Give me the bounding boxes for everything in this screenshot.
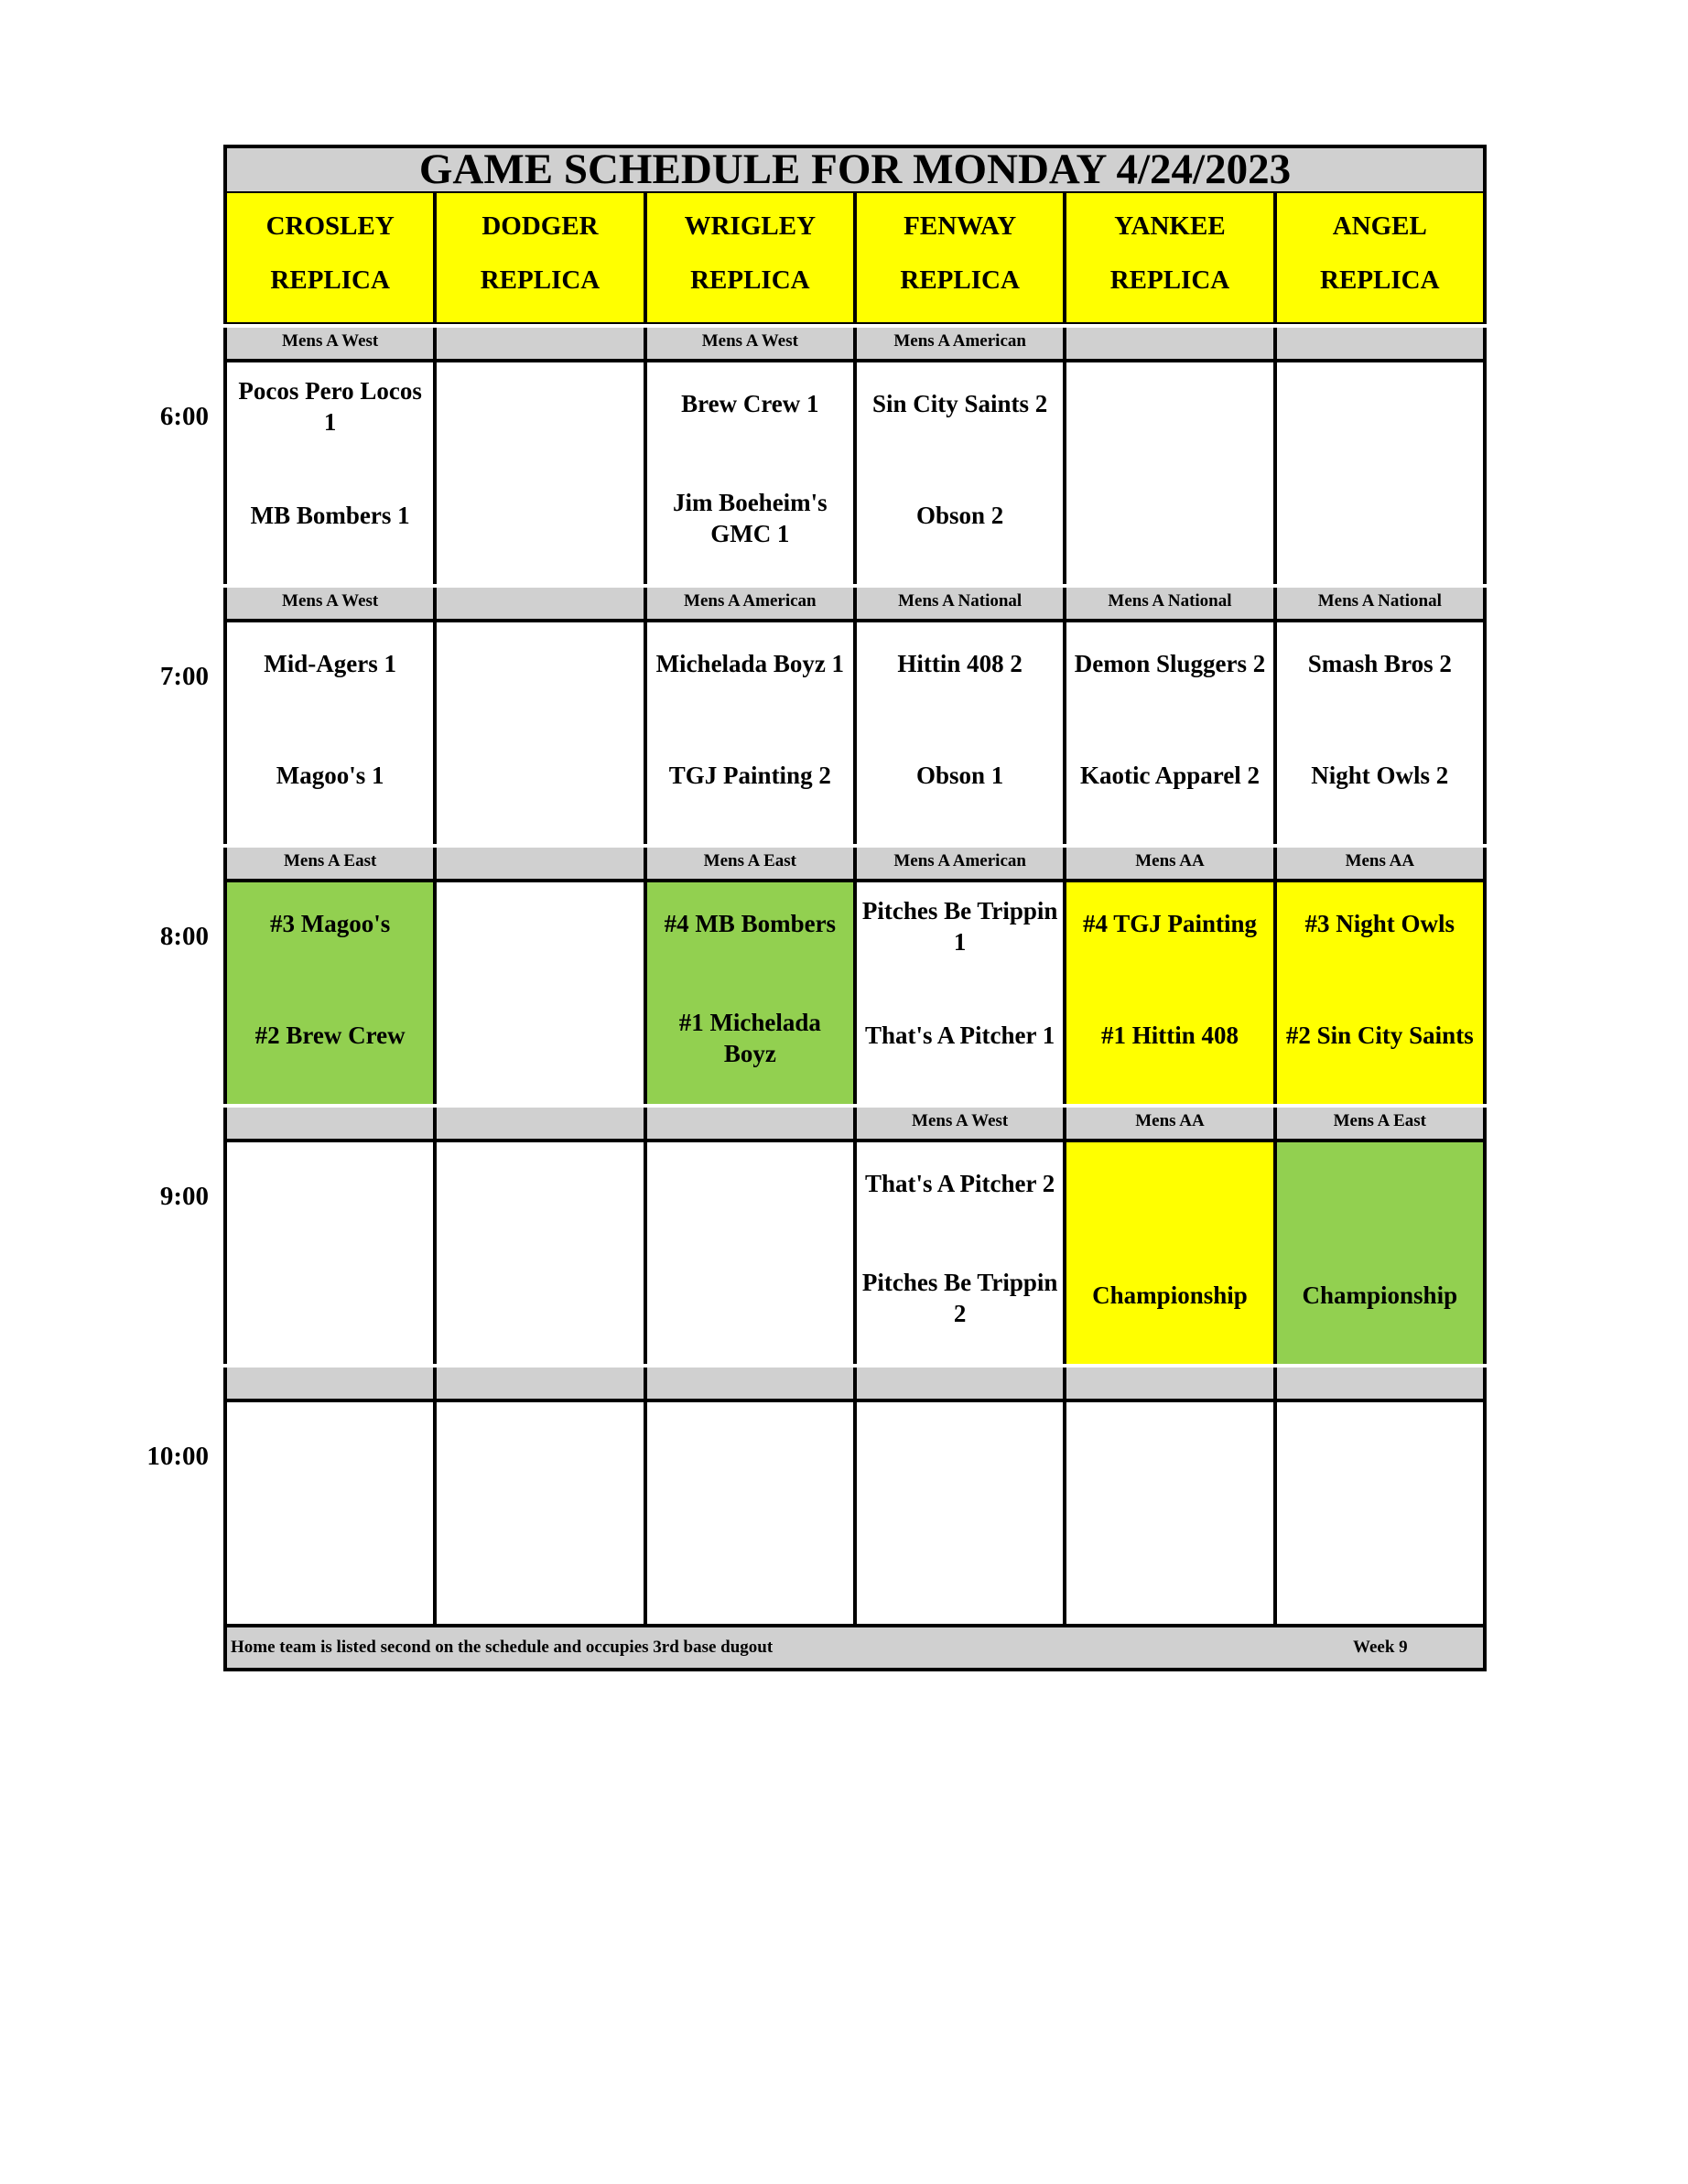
division-label: Mens AA xyxy=(1065,1108,1274,1139)
away-team: Demon Sluggers 2 xyxy=(1074,650,1266,677)
game-cell xyxy=(855,882,1065,1104)
game-cell xyxy=(435,1142,644,1364)
home-team: Kaotic Apparel 2 xyxy=(1079,762,1260,789)
division-row xyxy=(223,1368,1487,1399)
game-row xyxy=(223,619,1487,844)
week-label: Week 9 xyxy=(1353,1638,1408,1657)
game-cell xyxy=(1065,1142,1274,1364)
game-cell xyxy=(1275,1402,1487,1624)
field-name: WRIGLEY xyxy=(684,211,817,241)
division-label: Mens A West xyxy=(855,1108,1065,1139)
division-label xyxy=(645,1368,855,1399)
division-label xyxy=(1275,328,1487,359)
division-label xyxy=(223,1368,435,1399)
division-label: Mens A West xyxy=(223,328,435,359)
game-cell xyxy=(1065,882,1274,1104)
division-label: Mens A National xyxy=(1065,588,1274,619)
division-label xyxy=(223,1108,435,1139)
time-slots xyxy=(146,328,1487,1624)
away-team: That's A Pitcher 2 xyxy=(865,1170,1055,1197)
time-label: 10:00 xyxy=(146,1442,209,1471)
away-team: #3 Night Owls xyxy=(1304,910,1455,937)
away-team: Smash Bros 2 xyxy=(1307,650,1452,677)
field-name: CROSLEY xyxy=(265,211,395,241)
division-label: Mens A West xyxy=(645,328,855,359)
home-team: Obson 1 xyxy=(916,762,1004,789)
game-cell xyxy=(645,882,855,1104)
division-label: Mens A West xyxy=(223,588,435,619)
field-type: REPLICA xyxy=(480,265,601,295)
division-row xyxy=(223,328,1487,359)
game-row xyxy=(223,1399,1487,1624)
field-type: REPLICA xyxy=(1109,265,1230,295)
game-cell xyxy=(855,1142,1065,1364)
home-team: Night Owls 2 xyxy=(1311,762,1449,789)
game-cell xyxy=(435,1402,644,1624)
game-cell xyxy=(1275,362,1487,584)
time-slot xyxy=(146,1368,1487,1624)
home-team: Pitches Be Trippin 2 xyxy=(861,1269,1058,1327)
field-type: REPLICA xyxy=(1320,265,1440,295)
game-cell xyxy=(435,622,644,844)
field-type: REPLICA xyxy=(690,265,810,295)
field-name: ANGEL xyxy=(1332,211,1427,241)
home-team: Obson 2 xyxy=(916,502,1004,529)
field-header-fenway xyxy=(855,193,1065,324)
game-cell xyxy=(1065,362,1274,584)
field-header-crosley xyxy=(223,193,435,324)
game-cell xyxy=(223,362,435,584)
away-team: Hittin 408 2 xyxy=(897,650,1023,677)
away-team: #4 TGJ Painting xyxy=(1082,910,1257,937)
home-team-note: Home team is listed second on the schedule and occupies 3rd base dugout xyxy=(231,1638,774,1657)
division-label: Mens A East xyxy=(645,848,855,879)
field-type: REPLICA xyxy=(270,265,390,295)
home-team: #1 Michelada Boyz xyxy=(678,1009,821,1067)
division-label xyxy=(435,1108,644,1139)
division-label xyxy=(435,848,644,879)
division-label xyxy=(645,1108,855,1139)
division-label: Mens A East xyxy=(223,848,435,879)
division-label xyxy=(435,328,644,359)
away-team: Sin City Saints 2 xyxy=(871,390,1048,417)
division-label: Mens A American xyxy=(855,328,1065,359)
field-header-row xyxy=(223,193,1487,324)
away-team: Michelada Boyz 1 xyxy=(655,650,845,677)
home-team: MB Bombers 1 xyxy=(250,502,410,529)
division-label: Mens A American xyxy=(855,848,1065,879)
game-cell xyxy=(645,1402,855,1624)
schedule-sheet xyxy=(146,145,1487,1671)
home-team: #2 Brew Crew xyxy=(254,1022,406,1049)
home-team: That's A Pitcher 1 xyxy=(865,1022,1055,1049)
division-label xyxy=(435,1368,644,1399)
division-label xyxy=(855,1368,1065,1399)
field-name: DODGER xyxy=(482,211,599,241)
field-header-wrigley xyxy=(645,193,855,324)
game-cell xyxy=(1275,622,1487,844)
game-cell xyxy=(1065,622,1274,844)
away-team: Brew Crew 1 xyxy=(681,390,819,417)
field-name: FENWAY xyxy=(904,211,1017,241)
home-team: #1 Hittin 408 xyxy=(1100,1022,1239,1049)
division-label xyxy=(1065,328,1274,359)
division-row xyxy=(223,588,1487,619)
time-label: 7:00 xyxy=(159,662,209,691)
game-row xyxy=(223,359,1487,584)
away-team: #4 MB Bombers xyxy=(664,910,837,937)
game-row xyxy=(223,879,1487,1104)
division-label: Mens A National xyxy=(1275,588,1487,619)
away-team: Pocos Pero Locos 1 xyxy=(238,377,422,436)
game-cell xyxy=(1275,882,1487,1104)
time-slot xyxy=(159,1108,1487,1364)
division-label: Mens A National xyxy=(855,588,1065,619)
field-header-dodger xyxy=(435,193,644,324)
away-team: Pitches Be Trippin 1 xyxy=(861,897,1058,956)
division-label xyxy=(1275,1368,1487,1399)
away-team: Mid-Agers 1 xyxy=(264,650,397,677)
game-cell xyxy=(855,1402,1065,1624)
field-header-yankee xyxy=(1065,193,1274,324)
game-cell xyxy=(645,1142,855,1364)
game-row xyxy=(223,1139,1487,1364)
time-slot xyxy=(159,848,1487,1104)
field-type: REPLICA xyxy=(900,265,1020,295)
game-cell xyxy=(855,362,1065,584)
game-cell xyxy=(223,1402,435,1624)
division-label: Mens A American xyxy=(645,588,855,619)
time-label: 9:00 xyxy=(159,1182,209,1211)
game-cell xyxy=(223,622,435,844)
division-label xyxy=(435,588,644,619)
time-slot xyxy=(159,588,1487,844)
division-row xyxy=(223,1108,1487,1139)
game-cell xyxy=(855,622,1065,844)
game-cell xyxy=(645,622,855,844)
game-cell xyxy=(1275,1142,1487,1364)
game-cell xyxy=(223,882,435,1104)
footer-bar xyxy=(223,1627,1487,1671)
time-label: 8:00 xyxy=(159,922,209,951)
game-cell xyxy=(435,882,644,1104)
game-cell xyxy=(223,1142,435,1364)
away-team: #3 Magoo's xyxy=(270,910,391,937)
home-team: TGJ Painting 2 xyxy=(668,762,831,789)
home-team: Magoo's 1 xyxy=(276,762,384,789)
game-cell xyxy=(1065,1402,1274,1624)
time-slot xyxy=(159,328,1487,584)
home-team: #2 Sin City Saints xyxy=(1285,1022,1474,1049)
game-cell xyxy=(435,362,644,584)
division-label: Mens A East xyxy=(1275,1108,1487,1139)
time-label: 6:00 xyxy=(159,402,209,431)
division-label: Mens AA xyxy=(1065,848,1274,879)
home-team: Championship xyxy=(1092,1281,1248,1309)
division-label: Mens AA xyxy=(1275,848,1487,879)
division-row xyxy=(223,848,1487,879)
schedule-title: GAME SCHEDULE FOR MONDAY 4/24/2023 xyxy=(223,145,1487,193)
home-team: Championship xyxy=(1302,1281,1458,1309)
division-label xyxy=(1065,1368,1274,1399)
field-name: YANKEE xyxy=(1114,211,1226,241)
game-cell xyxy=(645,362,855,584)
home-team: Jim Boeheim's GMC 1 xyxy=(672,489,828,547)
field-header-angel xyxy=(1275,193,1487,324)
